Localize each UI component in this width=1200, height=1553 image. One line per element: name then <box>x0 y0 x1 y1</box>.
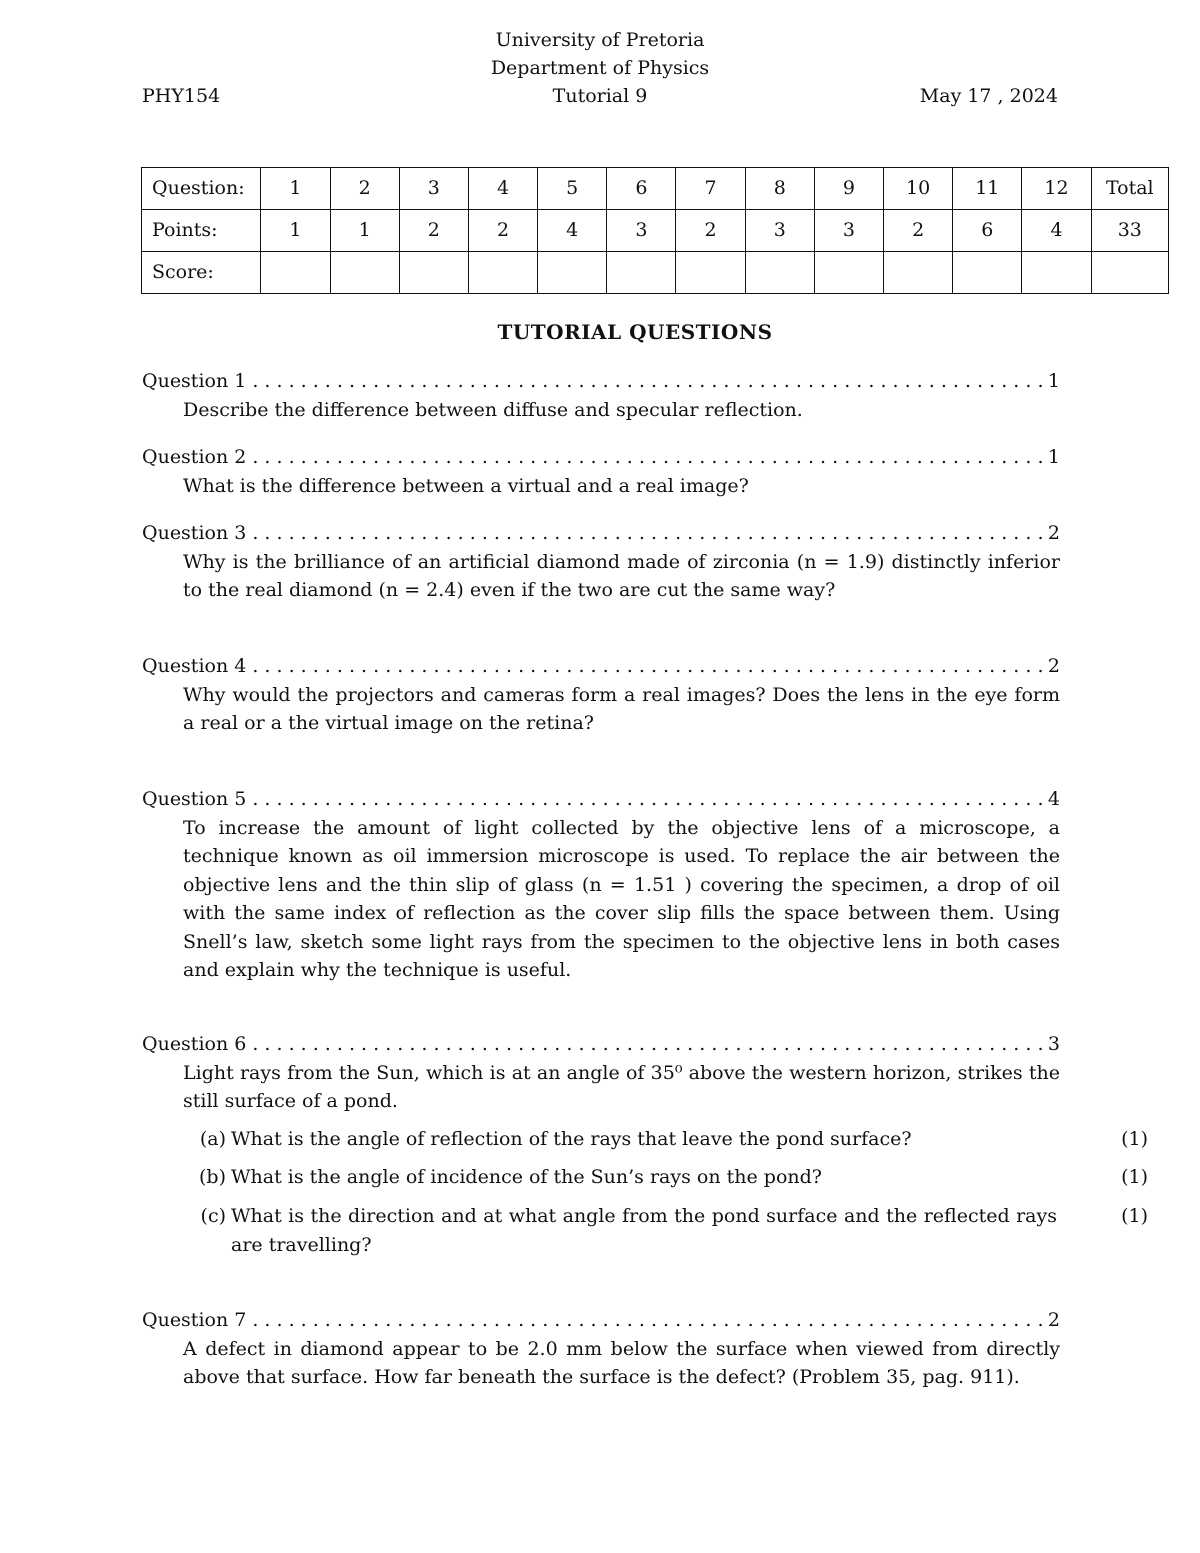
question-number: 11 <box>953 168 1022 210</box>
dot-leader <box>252 652 1042 681</box>
sub-question-label: (b) <box>199 1166 226 1188</box>
score-cell <box>538 252 607 294</box>
question-points: 3 <box>1047 1033 1060 1055</box>
total-points: 33 <box>1091 210 1168 252</box>
points-cell: 3 <box>607 210 676 252</box>
question-points: 2 <box>1047 1309 1060 1331</box>
sub-question-marks: (1) <box>1121 1128 1148 1150</box>
question-number: 6 <box>607 168 676 210</box>
sub-question-marks: (1) <box>1121 1205 1148 1227</box>
score-cell <box>814 252 883 294</box>
points-cell: 6 <box>953 210 1022 252</box>
question-number: 1 <box>261 168 330 210</box>
points-cell: 2 <box>676 210 745 252</box>
question-label: Question 2 <box>142 446 247 468</box>
points-cell: 2 <box>399 210 468 252</box>
score-total-cell <box>1091 252 1168 294</box>
question-number: 5 <box>538 168 607 210</box>
question-points: 1 <box>1047 370 1060 392</box>
question-row <box>142 168 1169 210</box>
question-text: To increase the amount of light collected by the objective lens of a microscope, a technique known as oil immersion microscope is used. To replace the air between the objective lens and the thin slip of glass (n = 1.51 ) covering the specimen, a drop of oil with the same index of reflection as the cover slip fills the space between them. Using Snell’s law, sketch some light rays from the specimen to the objective lens in both cases and explain why the technique is useful. <box>183 816 1060 981</box>
question-number: 9 <box>814 168 883 210</box>
score-cell <box>330 252 399 294</box>
question-1 <box>142 367 1060 424</box>
points-cell: 1 <box>261 210 330 252</box>
score-cell <box>399 252 468 294</box>
score-row <box>142 252 1169 294</box>
dot-leader <box>252 367 1042 396</box>
score-cell <box>468 252 537 294</box>
question-label: Question 4 <box>142 655 247 677</box>
document-date: May 17 , 2024 <box>919 85 1058 107</box>
sub-question-marks: (1) <box>1121 1166 1148 1188</box>
question-label: Question 5 <box>142 788 247 810</box>
question-7 <box>142 1306 1060 1392</box>
tutorial-title: Tutorial 9 <box>552 85 648 107</box>
question-3 <box>142 519 1060 605</box>
sub-question-text: What is the angle of incidence of the Sun’s rays on the pond? <box>231 1166 822 1188</box>
total-header: Total <box>1091 168 1168 210</box>
question-points: 1 <box>1047 446 1060 468</box>
points-row-label: Points: <box>142 210 261 252</box>
dot-leader <box>252 1306 1042 1335</box>
question-number: 4 <box>468 168 537 210</box>
dot-leader <box>252 519 1042 548</box>
score-cell <box>884 252 953 294</box>
question-number: 8 <box>745 168 814 210</box>
sub-question-label: (c) <box>200 1205 226 1227</box>
university-name: University of Pretoria <box>495 29 705 51</box>
points-cell: 3 <box>814 210 883 252</box>
question-text: Describe the difference between diffuse and specular reflection. <box>183 398 803 421</box>
question-text: Light rays from the Sun, which is at an angle of 35⁰ above the western horizon, strikes the still surface of a pond. <box>183 1061 1060 1112</box>
dot-leader <box>252 443 1042 472</box>
score-cell <box>261 252 330 294</box>
question-number: 7 <box>676 168 745 210</box>
question-text: A defect in diamond appear to be 2.0 mm below the surface when viewed from directly above that surface. How far beneath the surface is the defect? (Problem 35, pag. 911). <box>183 1337 1060 1388</box>
score-cell <box>1022 252 1091 294</box>
dot-leader <box>252 1030 1042 1059</box>
score-cell <box>676 252 745 294</box>
question-number: 10 <box>884 168 953 210</box>
question-2 <box>142 443 1060 500</box>
score-cell <box>745 252 814 294</box>
course-code: PHY154 <box>142 85 221 107</box>
points-cell: 4 <box>1022 210 1091 252</box>
question-points: 2 <box>1047 522 1060 544</box>
question-5 <box>142 785 1060 985</box>
points-row <box>142 210 1169 252</box>
question-label: Question 1 <box>142 370 247 392</box>
question-6 <box>142 1030 1060 1116</box>
points-cell: 2 <box>884 210 953 252</box>
question-text: Why would the projectors and cameras form a real images? Does the lens in the eye form a real or a the virtual image on the retina? <box>183 683 1060 734</box>
question-text: Why is the brilliance of an artificial diamond made of zirconia (n = 1.9) distinctly inferior to the real diamond (n = 2.4) even if the two are cut the same way? <box>183 550 1060 601</box>
points-cell: 1 <box>330 210 399 252</box>
question-text: What is the difference between a virtual and a real image? <box>183 474 749 497</box>
question-points: 2 <box>1047 655 1060 677</box>
score-row-label: Score: <box>142 252 261 294</box>
question-number: 2 <box>330 168 399 210</box>
dot-leader <box>252 785 1042 814</box>
question-label: Question 7 <box>142 1309 247 1331</box>
grade-table <box>141 167 1169 294</box>
sub-question-text: What is the angle of reflection of the rays that leave the pond surface? <box>231 1128 912 1150</box>
points-cell: 4 <box>538 210 607 252</box>
department-name: Department of Physics <box>490 57 710 79</box>
question-label: Question 6 <box>142 1033 247 1055</box>
sub-question-text: What is the direction and at what angle from the pond surface and the reflected rays are travelling? <box>231 1205 1057 1256</box>
points-cell: 3 <box>745 210 814 252</box>
question-4 <box>142 652 1060 738</box>
score-cell <box>607 252 676 294</box>
sub-question-label: (a) <box>199 1128 226 1150</box>
question-number: 3 <box>399 168 468 210</box>
question-label: Question 3 <box>142 522 247 544</box>
question-number: 12 <box>1022 168 1091 210</box>
section-title: TUTORIAL QUESTIONS <box>497 320 773 344</box>
question-row-label: Question: <box>142 168 261 210</box>
score-cell <box>953 252 1022 294</box>
points-cell: 2 <box>468 210 537 252</box>
question-points: 4 <box>1047 788 1060 810</box>
